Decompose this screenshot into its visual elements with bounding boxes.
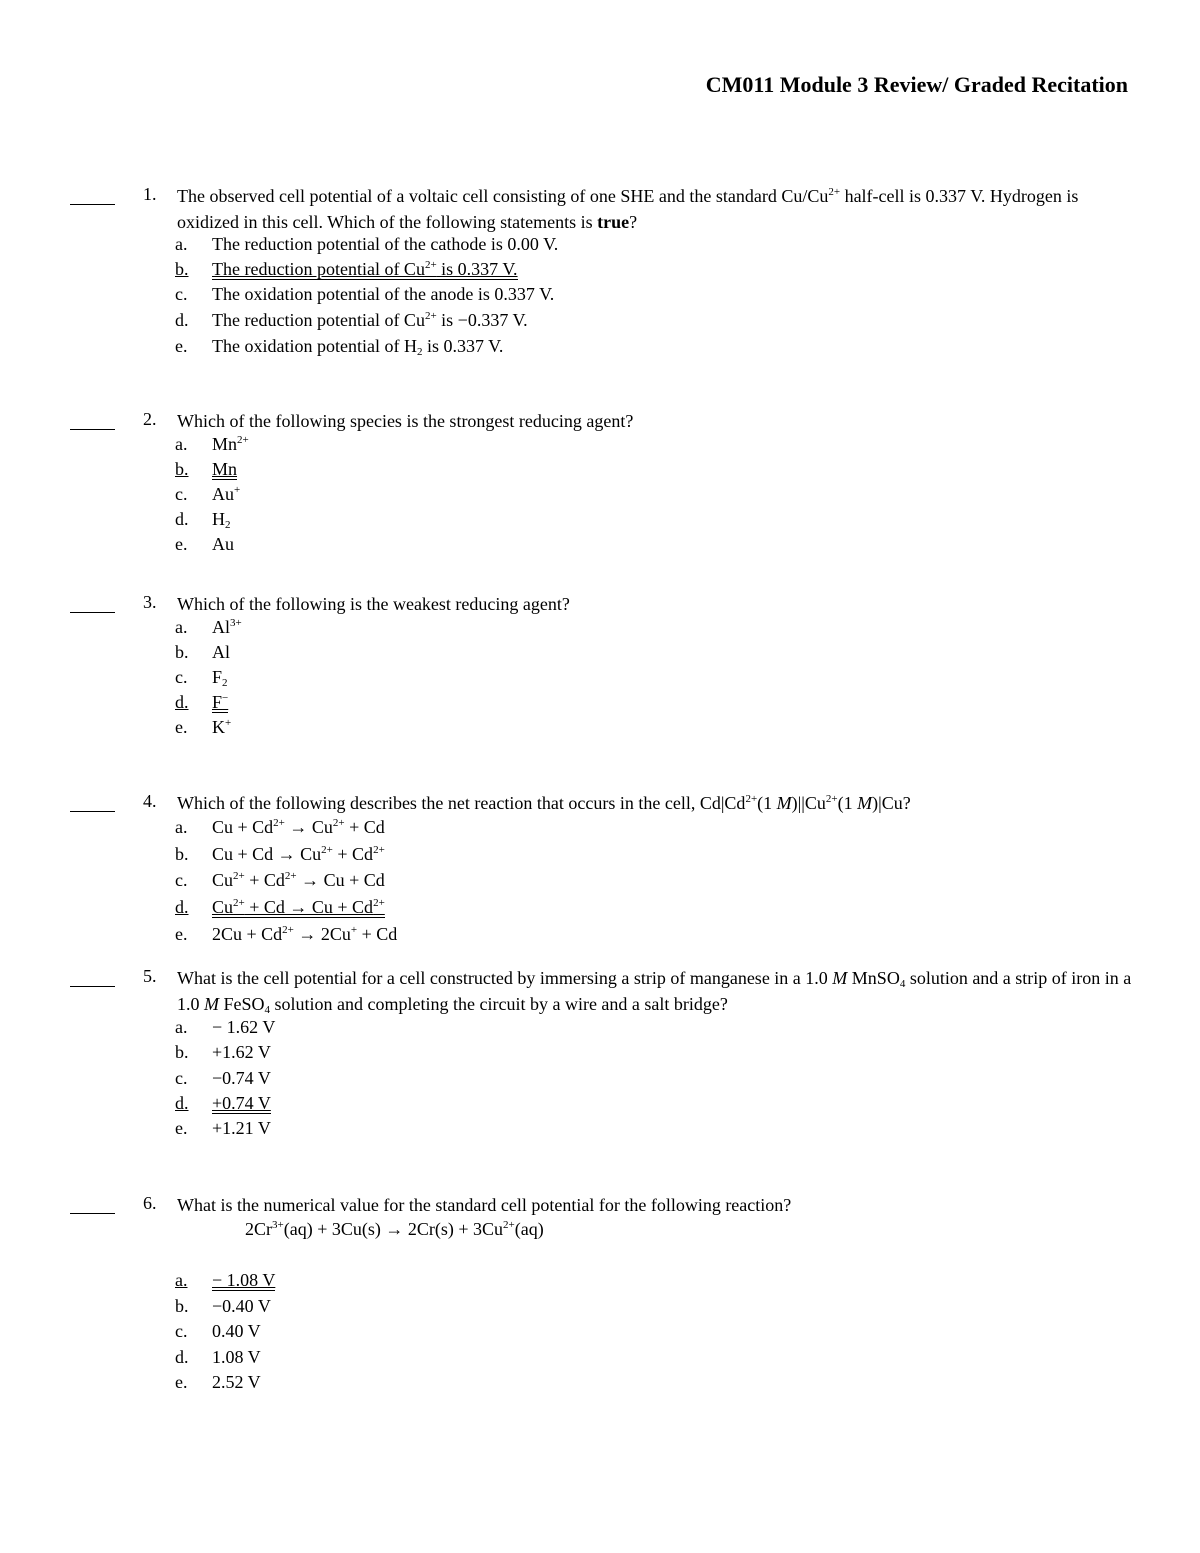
answer-choice-e[interactable] [175, 534, 234, 559]
choice-letter: a. [175, 1270, 188, 1290]
question-stem: Which of the following species is the strongest reducing agent? [177, 411, 634, 431]
choice-text: 2.52 V [212, 1372, 261, 1392]
choice-letter: a. [175, 1017, 188, 1037]
choice-letter: a. [175, 234, 188, 254]
answer-choice-e[interactable] [175, 336, 503, 361]
choice-text: $Cu^{2+} + Cd^{2+} \to Cu + Cd$ [212, 870, 385, 890]
choice-text: +1.21 V [212, 1118, 271, 1138]
answer-blank[interactable] [70, 986, 115, 987]
choice-letter: e. [175, 1372, 188, 1392]
choice-text: The reduction potential of $Cu^{2+}$ is −0.337 V. [212, 310, 528, 330]
answer-choice-a[interactable] [175, 617, 242, 642]
choice-text: $Cu^{2+} + Cd \to Cu + Cd^{2+}$ [212, 897, 385, 917]
answer-choice-d[interactable] [175, 897, 385, 922]
answer-choice-b[interactable] [175, 1296, 271, 1321]
answer-choice-d[interactable] [175, 509, 231, 534]
choice-letter: a. [175, 817, 188, 837]
choice-text: Al [212, 642, 230, 662]
answer-choice-c[interactable] [175, 667, 228, 692]
choice-letter: c. [175, 1068, 188, 1088]
question-stem: Which of the following is the weakest reducing agent? [177, 594, 570, 614]
choice-letter: c. [175, 870, 188, 890]
choice-text: Mn [212, 459, 238, 479]
choice-text: +0.74 V [212, 1093, 271, 1113]
choice-letter: c. [175, 1321, 188, 1341]
choice-text: $Cu + Cd^{2+} \to Cu^{2+} + Cd$ [212, 817, 385, 837]
answer-blank[interactable] [70, 1213, 115, 1214]
choice-letter: d. [175, 897, 189, 917]
answer-choice-d[interactable] [175, 692, 228, 717]
choice-letter: d. [175, 692, 189, 712]
choice-letter: b. [175, 844, 189, 864]
choice-text: −0.40 V [212, 1296, 271, 1316]
choice-text: $H_2$ [212, 509, 231, 531]
answer-choice-a[interactable] [175, 434, 249, 459]
choice-letter: b. [175, 459, 189, 479]
choice-letter: d. [175, 1093, 189, 1113]
choice-text: The oxidation potential of the anode is 0.337 V. [212, 284, 555, 304]
choice-letter: e. [175, 1118, 188, 1138]
answer-choice-c[interactable] [175, 484, 240, 509]
choice-text: $F_2$ [212, 667, 228, 689]
answer-choice-a[interactable] [175, 1270, 275, 1295]
answer-choice-d[interactable] [175, 1093, 271, 1118]
question-number: 6. [143, 1193, 157, 1213]
choice-letter: c. [175, 484, 188, 504]
question-stem: What is the numerical value for the standard cell potential for the following reaction? [177, 1195, 792, 1215]
question-number: 3. [143, 592, 157, 612]
question-stem: Which of the following describes the net reaction that occurs in the cell, $Cd|Cd^{2+}(1$ $M)||Cu^{2+}(1$ M)|Cu? [177, 793, 911, 813]
question-stem: What is the cell potential for a cell constructed by immersing a strip of manganese in a 1.0 M MnSO$_4$ solution and a strip of iron in a 1.0 M FeSO$_4$ solution and completing the circuit by a wire and a salt bridge? [177, 968, 1132, 1016]
reaction-equation: $2Cr^{3+}(aq) + 3Cu(s) \to 2Cr(s) + 3Cu^{2+}(aq)$ [245, 1219, 544, 1239]
choice-letter: d. [175, 509, 189, 529]
question-number: 1. [143, 184, 157, 204]
choice-text: − 1.62 V [212, 1017, 276, 1037]
answer-choice-e[interactable] [175, 924, 397, 949]
choice-text: − 1.08 V [212, 1270, 276, 1290]
answer-choice-d[interactable] [175, 1347, 261, 1372]
answer-choice-a[interactable] [175, 1017, 275, 1042]
choice-text: 1.08 V [212, 1347, 261, 1367]
answer-choice-b[interactable] [175, 459, 237, 484]
answer-choice-b[interactable] [175, 844, 385, 869]
question-number: 4. [143, 791, 157, 811]
choice-letter: a. [175, 617, 188, 637]
answer-choice-e[interactable] [175, 1372, 261, 1397]
choice-text: $Al^{3+}$ [212, 617, 242, 637]
choice-letter: e. [175, 717, 188, 737]
choice-text: Au [212, 534, 234, 554]
answer-blank[interactable] [70, 204, 115, 205]
answer-choice-d[interactable] [175, 310, 528, 335]
answer-choice-c[interactable] [175, 284, 554, 309]
choice-letter: e. [175, 924, 188, 944]
choice-text: The oxidation potential of $H_2$ is 0.337 V. [212, 336, 504, 358]
choice-letter: b. [175, 642, 189, 662]
choice-letter: e. [175, 336, 188, 356]
answer-blank[interactable] [70, 429, 115, 430]
answer-blank[interactable] [70, 612, 115, 613]
answer-choice-a[interactable] [175, 234, 558, 259]
choice-letter: c. [175, 284, 188, 304]
choice-letter: a. [175, 434, 188, 454]
choice-letter: b. [175, 1296, 189, 1316]
choice-letter: c. [175, 667, 188, 687]
answer-choice-e[interactable] [175, 1118, 271, 1143]
choice-text: K+ [212, 717, 232, 737]
answer-choice-b[interactable] [175, 1042, 271, 1067]
answer-blank[interactable] [70, 811, 115, 812]
answer-choice-c[interactable] [175, 1068, 271, 1093]
question-number: 5. [143, 966, 157, 986]
choice-letter: d. [175, 1347, 189, 1367]
choice-letter: d. [175, 310, 189, 330]
choice-text: The reduction potential of $Cu^{2+}$ is 0.337 V. [212, 259, 518, 279]
choice-text: F− [212, 692, 229, 712]
question-stem: The observed cell potential of a voltaic cell consisting of one SHE and the standard $Cu/Cu^{2+}$ half-cell is 0.337 V. Hydrogen is oxidized in this cell. Which of the following statements is true? [177, 186, 1079, 232]
answer-choice-c[interactable] [175, 1321, 261, 1346]
answer-choice-b[interactable] [175, 642, 230, 667]
choice-text: −0.74 V [212, 1068, 271, 1088]
choice-text: $Mn^{2+}$ [212, 434, 249, 454]
choice-letter: e. [175, 534, 188, 554]
choice-letter: b. [175, 1042, 189, 1062]
answer-choice-e[interactable] [175, 717, 231, 742]
choice-text: Au+ [212, 484, 241, 504]
choice-letter: b. [175, 259, 189, 279]
choice-text: The reduction potential of the cathode is 0.00 V. [212, 234, 559, 254]
choice-text: 0.40 V [212, 1321, 261, 1341]
choice-text: $Cu + Cd \to Cu^{2+} + Cd^{2+}$ [212, 844, 385, 864]
answer-choice-a[interactable] [175, 817, 385, 842]
question-number: 2. [143, 409, 157, 429]
answer-choice-c[interactable] [175, 870, 385, 895]
choice-text: +1.62 V [212, 1042, 271, 1062]
choice-text: $2Cu + Cd^{2+} \to 2Cu^+ + Cd$ [212, 924, 398, 944]
page-title: CM011 Module 3 Review/ Graded Recitation [705, 72, 1128, 97]
answer-choice-b[interactable] [175, 259, 518, 284]
